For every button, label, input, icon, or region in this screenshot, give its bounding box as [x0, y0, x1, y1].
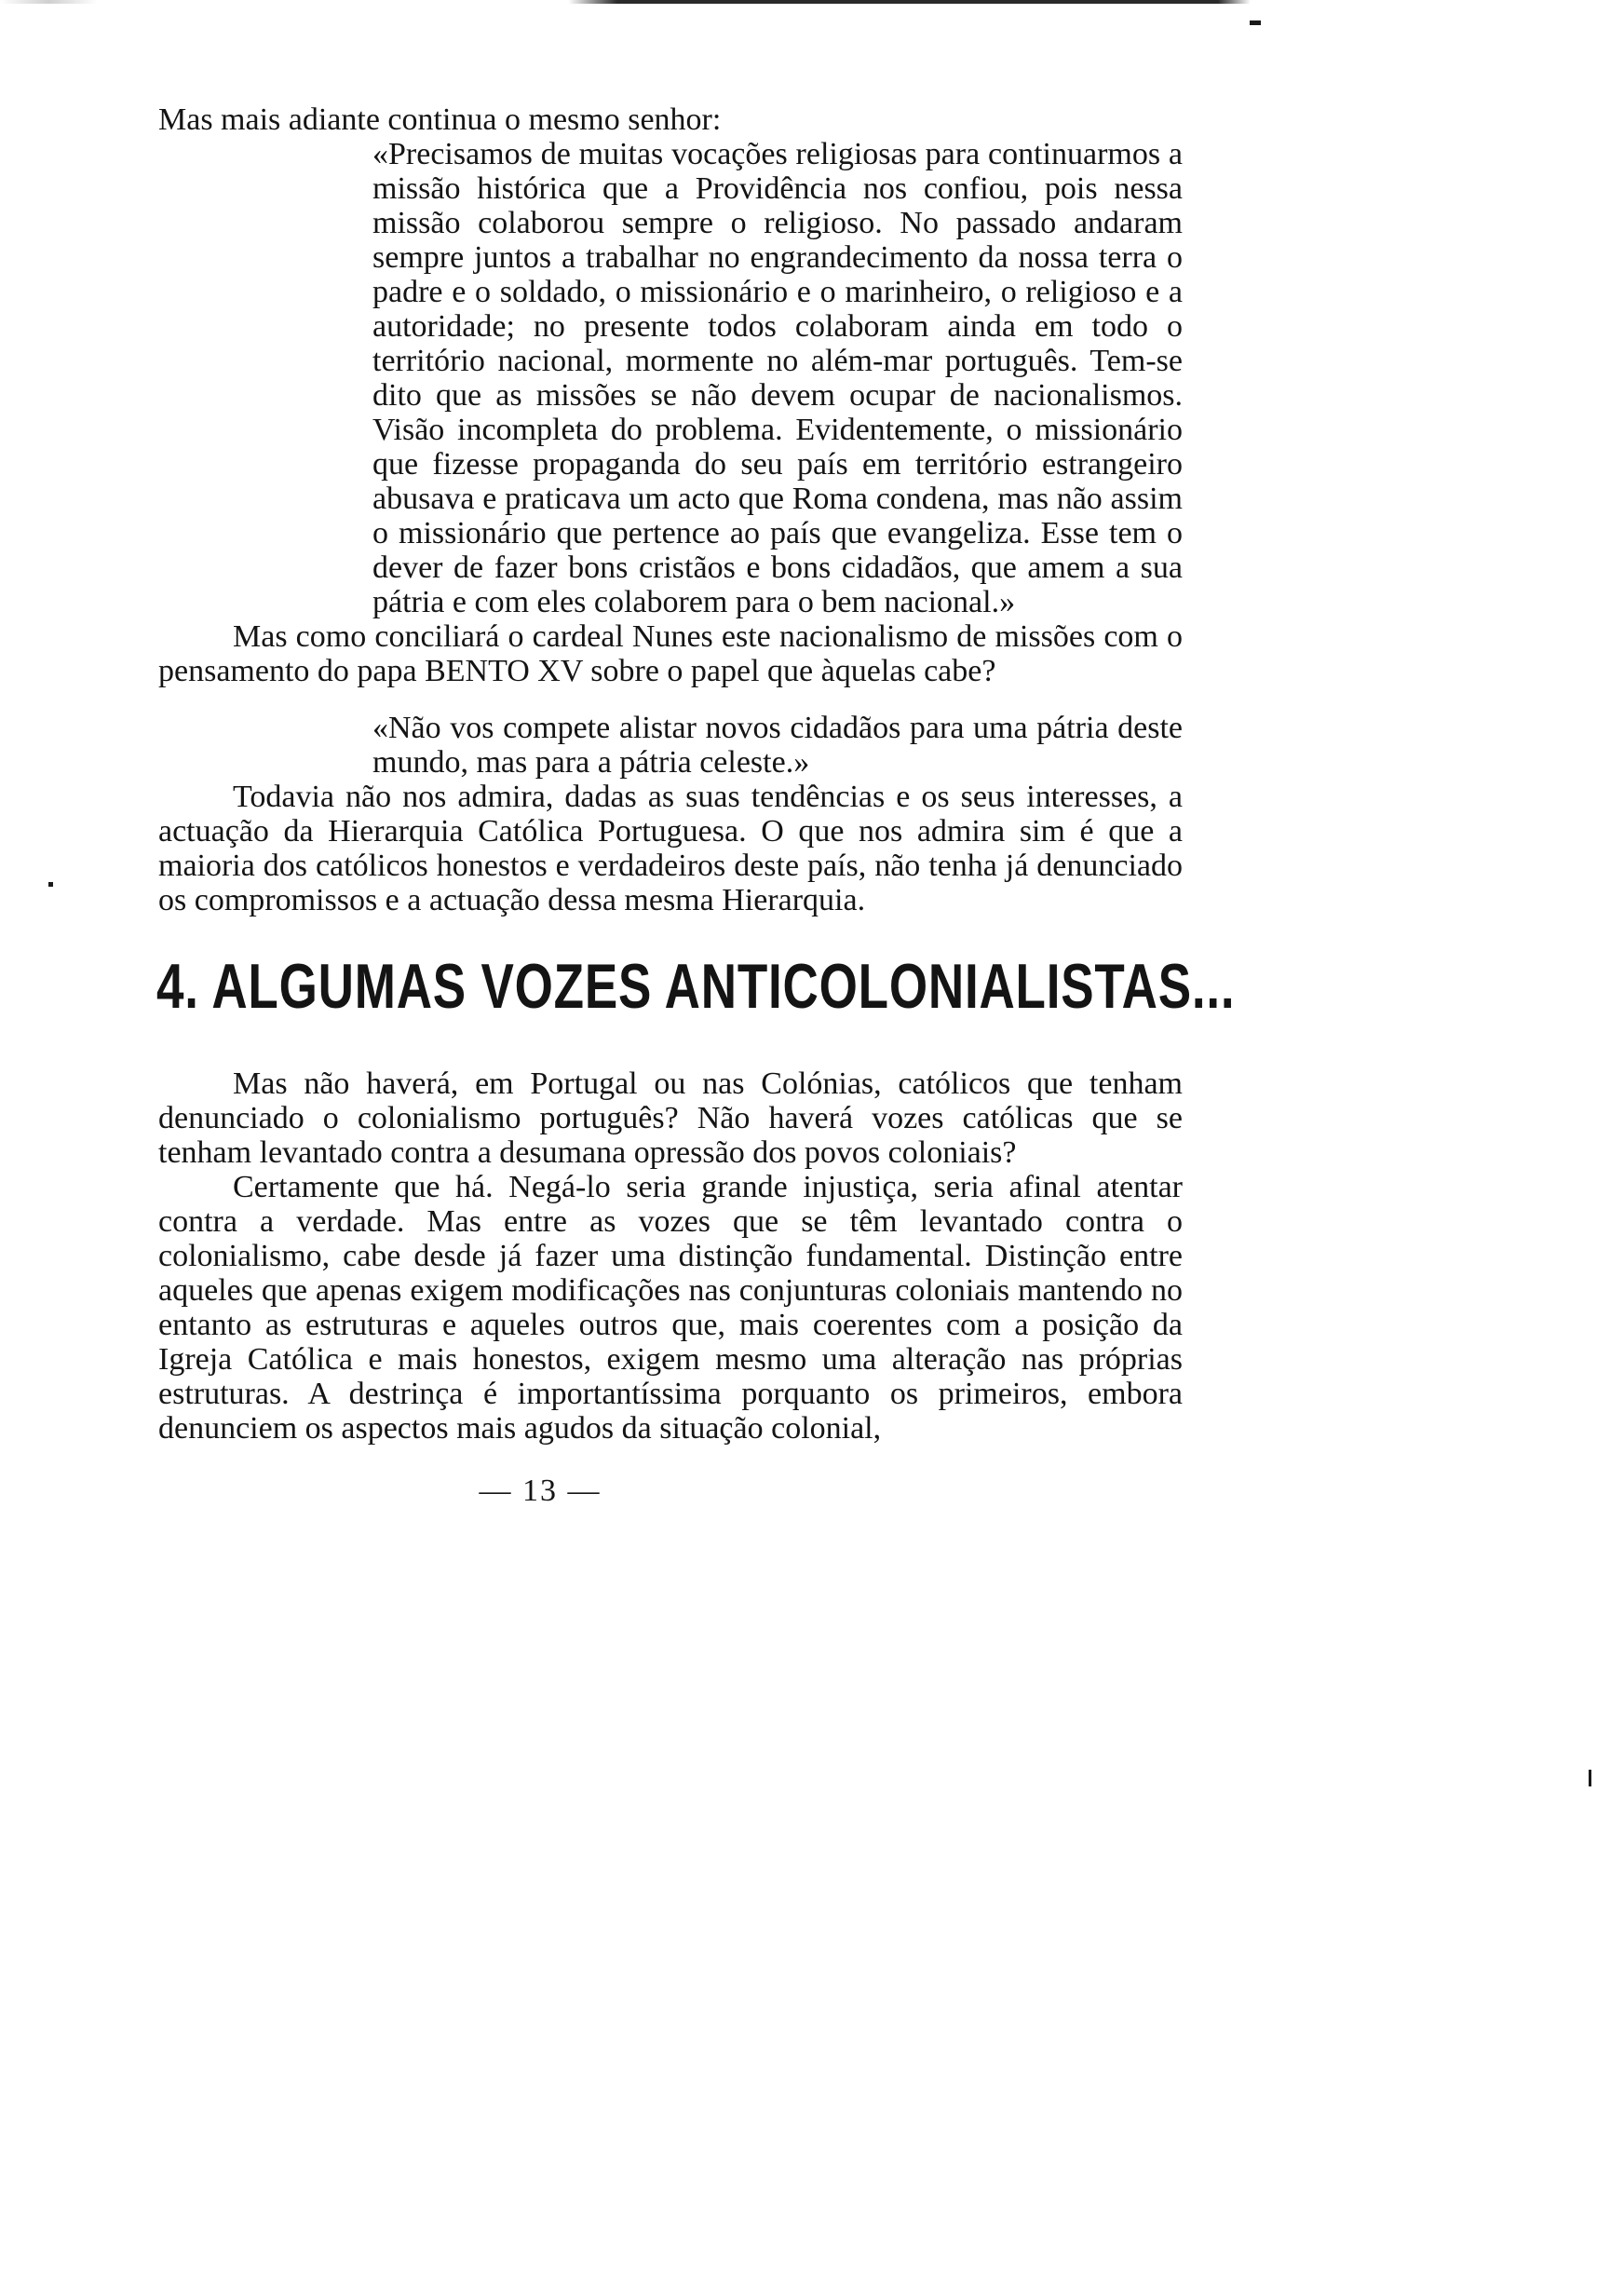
scan-speck	[1250, 20, 1261, 25]
quote-pope: «Não vos compete alistar novos cidadãos para uma pátria deste mundo, mas para a pátria celeste.»	[372, 711, 1183, 780]
todavia-paragraph: Todavia não nos admira, dadas as suas tendências e os seus interesses, a actuação da Hierarquia Católica Portuguesa. O que nos admira sim é que a maioria dos católicos honestos e verdadeiros deste país, não tenha já denunciado os compromissos e a actuação dessa mesma Hierarquia.	[158, 780, 1183, 917]
section-paragraph-1: Mas não haverá, em Portugal ou nas Colónias, católicos que tenham denunciado o colonialismo português? Não haverá vozes católicas que se tenham levantado contra a desumana opressão dos povos coloniais?	[158, 1066, 1183, 1170]
page-body	[156, 102, 1236, 1508]
page-number: — 13 —	[479, 1473, 602, 1508]
scan-speck	[1589, 1770, 1591, 1786]
intro-line: Mas mais adiante continua o mesmo senhor:	[158, 102, 722, 137]
quote-cardinal: «Precisamos de muitas vocações religiosas para continuarmos a missão histórica que a Providência nos confiou, pois nessa missão colaborou sempre o religioso. No passado andaram sempre juntos a trabalhar no engrandecimento da nossa terra o padre e o soldado, o missionário e o marinheiro, o religioso e a autoridade; no presente todos colaboram ainda em todo o território nacional, mormente no além-mar português. Tem-se dito que as missões se não devem ocupar de nacionalismos. Visão incompleta do problema. Evidentemente, o missionário que fizesse propaganda do seu país em território estrangeiro abusava e praticava um acto que Roma condena, mas não assim o missionário que pertence ao país que evangeliza. Esse tem o dever de fazer bons cristãos e bons cidadãos, que amem a sua pátria e com eles colaborem para o bem nacional.»	[372, 137, 1183, 619]
scan-speck	[48, 882, 53, 887]
section-heading: 4. ALGUMAS VOZES ANTICOLONIALISTAS...	[156, 951, 1236, 1022]
page-top-edge	[0, 0, 1624, 4]
section-paragraph-2: Certamente que há. Negá-lo seria grande injustiça, seria afinal atentar contra a verdade. Mas entre as vozes que se têm levantado contra o colonialismo, cabe desde já fazer uma distinção fundamental. Distinção entre aqueles que apenas exigem modificações nas conjunturas coloniais mantendo no entanto as estruturas e aqueles outros que, mais coerentes com a posição da Igreja Católica e mais honestos, exigem mesmo uma alteração nas próprias estruturas. A destrinça é importantíssima porquanto os primeiros, embora denunciem os aspectos mais agudos da situação colonial,	[158, 1170, 1183, 1446]
question-paragraph: Mas como conciliará o cardeal Nunes este nacionalismo de missões com o pensamento do papa BENTO XV sobre o papel que àquelas cabe?	[158, 619, 1183, 688]
